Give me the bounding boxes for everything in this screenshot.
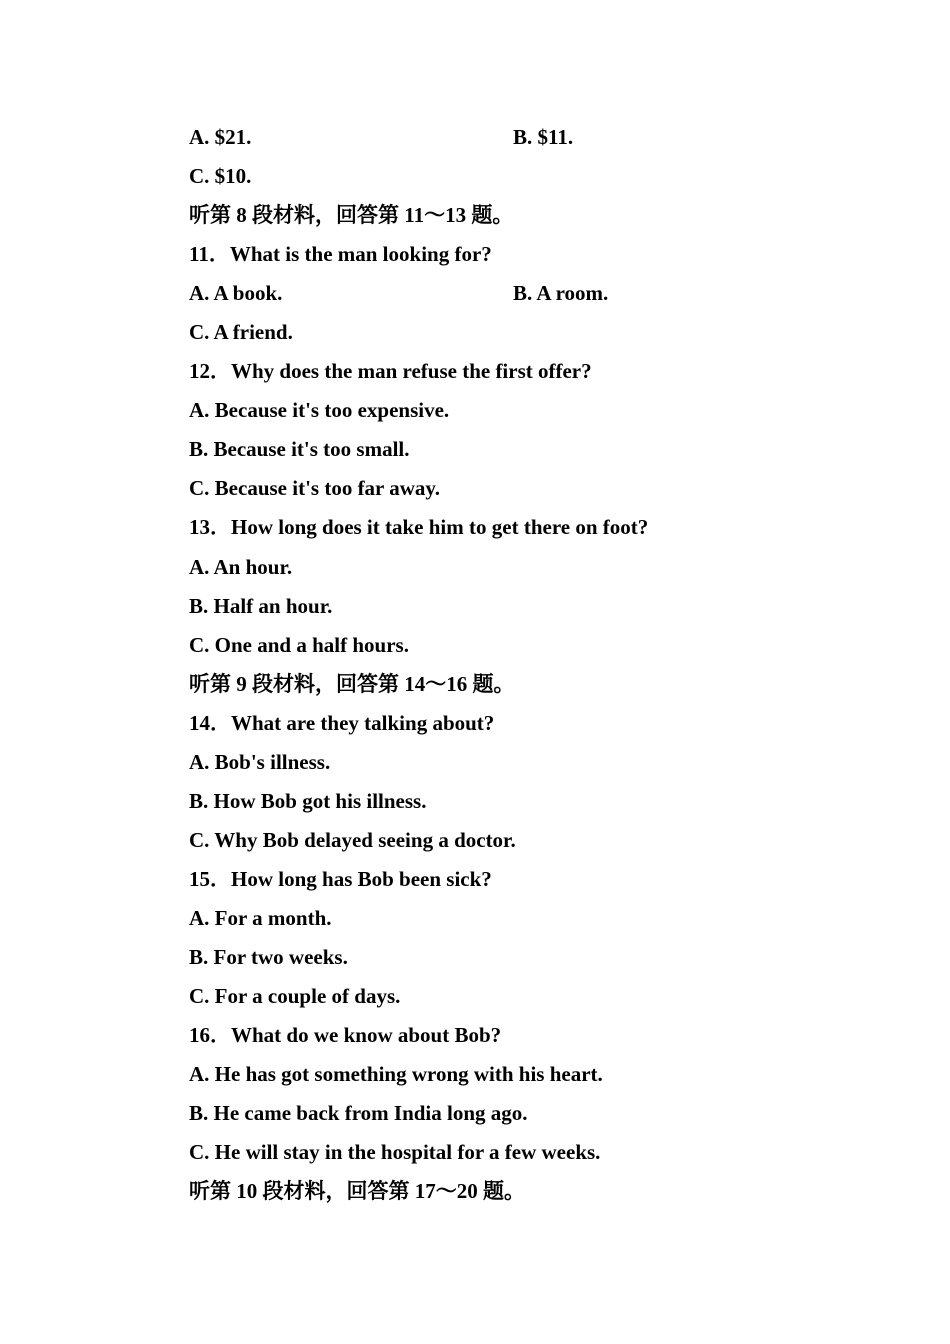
option-c: C. A friend. — [189, 320, 293, 345]
option-b: B. A room. — [513, 281, 609, 306]
option-a: A. A book. — [189, 281, 283, 306]
option-b: B. For two weeks. — [189, 944, 348, 969]
option-c: C. One and a half hours. — [189, 632, 409, 657]
section-instruction: 听第 8 段材料，回答第 11～13 题。 — [189, 203, 514, 227]
option-c: C. Why Bob delayed seeing a doctor. — [189, 827, 516, 852]
document-content — [189, 121, 789, 1214]
question-12: 12．Why does the man refuse the first offer? — [189, 359, 592, 384]
question-15: 15．How long has Bob been sick? — [189, 866, 492, 891]
section-instruction: 听第 9 段材料，回答第 14～16 题。 — [189, 671, 515, 696]
option-b: B. He came back from India long ago. — [189, 1101, 528, 1126]
option-a: A. For a month. — [189, 905, 332, 930]
option-b: B. $11. — [513, 125, 574, 149]
question-13: 13．How long does it take him to get there on foot? — [189, 515, 649, 540]
question-16: 16．What do we know about Bob? — [189, 1022, 502, 1047]
option-a: A. He has got something wrong with his heart. — [189, 1062, 603, 1087]
option-c: C. He will stay in the hospital for a few weeks. — [189, 1140, 601, 1165]
option-b: B. How Bob got his illness. — [189, 788, 427, 813]
option-a: A. Because it's too expensive. — [189, 398, 450, 423]
option-a: A. $21. — [189, 125, 252, 149]
option-row — [189, 277, 789, 316]
option-row — [189, 121, 789, 160]
option-c: C. For a couple of days. — [189, 983, 401, 1008]
option-a: A. Bob's illness. — [189, 749, 331, 774]
option-b: B. Because it's too small. — [189, 437, 410, 462]
question-14: 14．What are they talking about? — [189, 710, 495, 735]
option-c: C. Because it's too far away. — [189, 476, 441, 501]
section-instruction: 听第 10 段材料，回答第 17～20 题。 — [189, 1179, 525, 1204]
option-a: A. An hour. — [189, 554, 293, 579]
question-11: 11．What is the man looking for? — [189, 242, 492, 266]
option-b: B. Half an hour. — [189, 593, 333, 618]
option-c: C. $10. — [189, 164, 252, 188]
